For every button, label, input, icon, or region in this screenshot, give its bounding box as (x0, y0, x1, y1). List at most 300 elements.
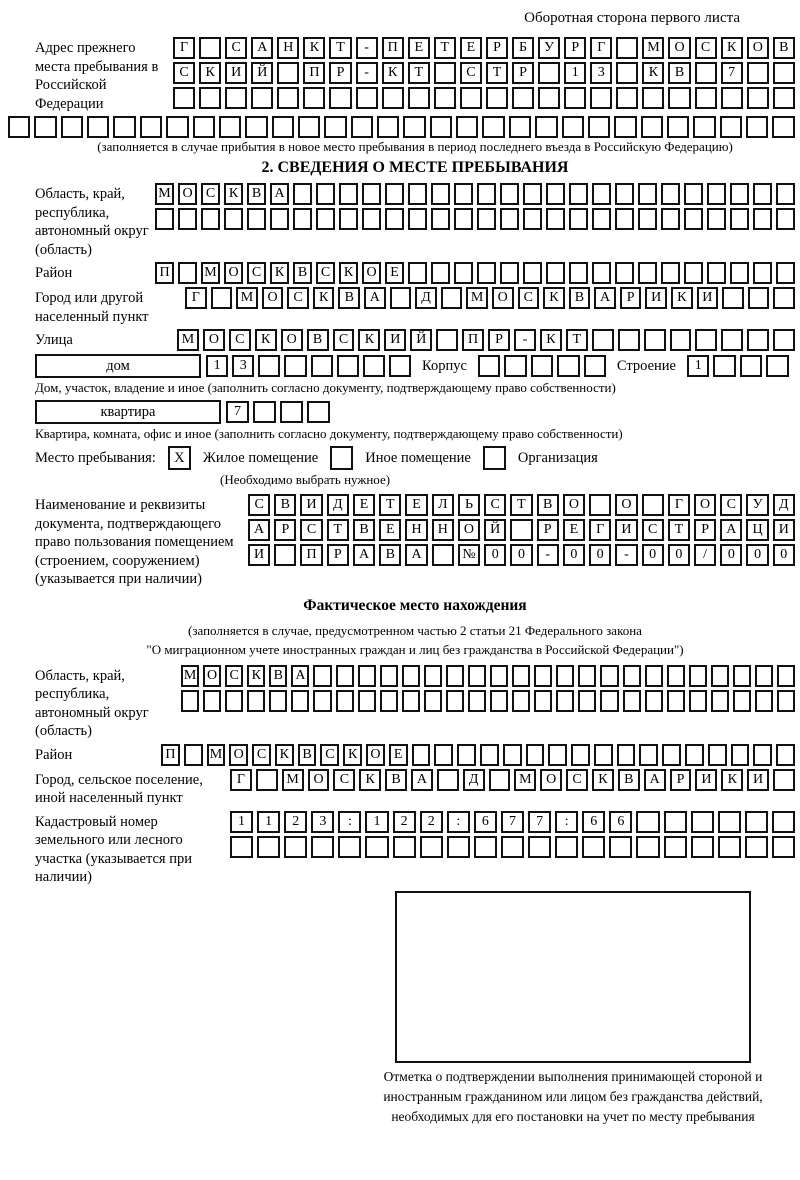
char-cell[interactable]: М (155, 183, 174, 205)
char-cell[interactable] (695, 87, 717, 109)
char-cell[interactable] (708, 744, 727, 766)
char-cell[interactable]: Р (620, 287, 642, 309)
char-cell[interactable] (718, 836, 741, 858)
char-cell[interactable]: С (333, 329, 355, 351)
char-cell[interactable]: О (458, 519, 480, 541)
char-cell[interactable]: И (697, 287, 719, 309)
char-cell[interactable]: О (563, 494, 585, 516)
char-cell[interactable] (385, 183, 404, 205)
char-cell[interactable] (569, 183, 588, 205)
char-cell[interactable]: С (320, 744, 339, 766)
char-cell[interactable] (211, 287, 233, 309)
char-cell[interactable] (113, 116, 135, 138)
char-cell[interactable] (582, 836, 605, 858)
apartment-type-box[interactable]: квартира (35, 400, 221, 424)
char-cell[interactable]: 2 (420, 811, 443, 833)
char-cell[interactable]: С (225, 37, 247, 59)
char-cell[interactable]: Т (434, 37, 456, 59)
char-cell[interactable] (434, 62, 456, 84)
char-cell[interactable]: Н (405, 519, 427, 541)
char-cell[interactable]: - (537, 544, 559, 566)
char-cell[interactable]: Б (512, 37, 534, 59)
char-cell[interactable] (500, 183, 519, 205)
char-cell[interactable]: Т (486, 62, 508, 84)
char-cell[interactable]: А (405, 544, 427, 566)
char-cell[interactable] (456, 116, 478, 138)
char-cell[interactable] (336, 665, 354, 687)
char-cell[interactable]: Р (486, 37, 508, 59)
char-cell[interactable] (430, 116, 452, 138)
char-cell[interactable] (280, 401, 303, 423)
char-cell[interactable] (363, 355, 385, 377)
char-cell[interactable] (403, 116, 425, 138)
char-cell[interactable] (441, 287, 463, 309)
char-cell[interactable]: А (270, 183, 289, 205)
char-cell[interactable]: И (225, 62, 247, 84)
char-cell[interactable] (203, 690, 221, 712)
char-cell[interactable]: М (181, 665, 199, 687)
char-cell[interactable]: К (303, 37, 325, 59)
char-cell[interactable] (489, 769, 511, 791)
char-cell[interactable]: О (203, 329, 225, 351)
char-cell[interactable] (437, 769, 459, 791)
char-cell[interactable]: 0 (773, 544, 795, 566)
char-cell[interactable]: Т (668, 519, 690, 541)
char-cell[interactable]: А (411, 769, 433, 791)
char-cell[interactable] (721, 329, 743, 351)
char-cell[interactable]: Р (274, 519, 296, 541)
char-cell[interactable]: М (207, 744, 226, 766)
char-cell[interactable] (245, 116, 267, 138)
char-cell[interactable] (424, 665, 442, 687)
char-cell[interactable] (474, 836, 497, 858)
char-cell[interactable]: П (161, 744, 180, 766)
char-cell[interactable]: О (668, 37, 690, 59)
char-cell[interactable]: В (537, 494, 559, 516)
char-cell[interactable] (272, 116, 294, 138)
char-cell[interactable] (745, 836, 768, 858)
char-cell[interactable]: С (248, 494, 270, 516)
char-cell[interactable]: С (300, 519, 322, 541)
char-cell[interactable] (408, 87, 430, 109)
char-cell[interactable]: 7 (226, 401, 249, 423)
char-cell[interactable]: В (274, 494, 296, 516)
char-cell[interactable] (478, 355, 500, 377)
char-cell[interactable] (178, 262, 197, 284)
char-cell[interactable]: Й (410, 329, 432, 351)
char-cell[interactable] (303, 87, 325, 109)
char-cell[interactable] (753, 208, 772, 230)
char-cell[interactable]: К (255, 329, 277, 351)
char-cell[interactable]: 3 (311, 811, 334, 833)
char-cell[interactable]: О (229, 744, 248, 766)
char-cell[interactable] (667, 116, 689, 138)
char-cell[interactable]: А (720, 519, 742, 541)
char-cell[interactable]: Р (564, 37, 586, 59)
char-cell[interactable]: : (338, 811, 361, 833)
char-cell[interactable] (431, 183, 450, 205)
char-cell[interactable] (776, 262, 795, 284)
char-cell[interactable] (284, 836, 307, 858)
char-cell[interactable] (645, 690, 663, 712)
char-cell[interactable] (569, 262, 588, 284)
char-cell[interactable] (480, 744, 499, 766)
char-cell[interactable] (555, 836, 578, 858)
char-cell[interactable] (615, 183, 634, 205)
char-cell[interactable] (446, 690, 464, 712)
char-cell[interactable]: 0 (746, 544, 768, 566)
char-cell[interactable]: В (269, 665, 287, 687)
char-cell[interactable]: Т (566, 329, 588, 351)
char-cell[interactable] (490, 665, 508, 687)
char-cell[interactable]: И (695, 769, 717, 791)
char-cell[interactable] (720, 116, 742, 138)
char-cell[interactable] (526, 744, 545, 766)
char-cell[interactable] (711, 690, 729, 712)
char-cell[interactable]: С (333, 769, 355, 791)
char-cell[interactable]: Е (460, 37, 482, 59)
char-cell[interactable]: И (248, 544, 270, 566)
char-cell[interactable]: В (773, 37, 795, 59)
char-cell[interactable] (730, 262, 749, 284)
char-cell[interactable] (747, 329, 769, 351)
char-cell[interactable]: О (366, 744, 385, 766)
char-cell[interactable] (556, 665, 574, 687)
char-cell[interactable] (641, 116, 663, 138)
char-cell[interactable] (600, 690, 618, 712)
char-cell[interactable]: А (291, 665, 309, 687)
char-cell[interactable]: И (300, 494, 322, 516)
char-cell[interactable] (362, 208, 381, 230)
char-cell[interactable] (718, 811, 741, 833)
char-cell[interactable] (277, 87, 299, 109)
char-cell[interactable] (661, 183, 680, 205)
char-cell[interactable]: Т (510, 494, 532, 516)
char-cell[interactable] (707, 262, 726, 284)
char-cell[interactable] (224, 208, 243, 230)
char-cell[interactable] (776, 208, 795, 230)
char-cell[interactable] (684, 208, 703, 230)
char-cell[interactable]: О (308, 769, 330, 791)
char-cell[interactable] (393, 836, 416, 858)
char-cell[interactable] (693, 116, 715, 138)
char-cell[interactable] (336, 690, 354, 712)
char-cell[interactable] (257, 836, 280, 858)
char-cell[interactable]: Т (408, 62, 430, 84)
char-cell[interactable] (777, 665, 795, 687)
char-cell[interactable]: 0 (563, 544, 585, 566)
char-cell[interactable] (534, 665, 552, 687)
char-cell[interactable] (293, 208, 312, 230)
char-cell[interactable]: П (462, 329, 484, 351)
char-cell[interactable] (365, 836, 388, 858)
char-cell[interactable] (713, 355, 736, 377)
char-cell[interactable] (500, 208, 519, 230)
char-cell[interactable] (745, 811, 768, 833)
char-cell[interactable]: В (618, 769, 640, 791)
char-cell[interactable] (339, 183, 358, 205)
char-cell[interactable]: У (746, 494, 768, 516)
char-cell[interactable] (8, 116, 30, 138)
char-cell[interactable]: С (518, 287, 540, 309)
char-cell[interactable] (284, 355, 306, 377)
char-cell[interactable] (670, 329, 692, 351)
char-cell[interactable]: К (721, 769, 743, 791)
char-cell[interactable] (512, 690, 530, 712)
char-cell[interactable]: М (201, 262, 220, 284)
char-cell[interactable] (424, 690, 442, 712)
char-cell[interactable]: Г (589, 519, 611, 541)
char-cell[interactable]: М (236, 287, 258, 309)
char-cell[interactable]: - (514, 329, 536, 351)
char-cell[interactable] (500, 262, 519, 284)
char-cell[interactable] (504, 355, 526, 377)
char-cell[interactable] (616, 62, 638, 84)
char-cell[interactable]: С (484, 494, 506, 516)
char-cell[interactable] (691, 811, 714, 833)
char-cell[interactable] (454, 208, 473, 230)
char-cell[interactable]: П (303, 62, 325, 84)
char-cell[interactable]: / (694, 544, 716, 566)
char-cell[interactable] (584, 355, 606, 377)
char-cell[interactable]: К (721, 37, 743, 59)
char-cell[interactable] (546, 208, 565, 230)
char-cell[interactable]: Т (327, 519, 349, 541)
char-cell[interactable]: 0 (668, 544, 690, 566)
char-cell[interactable] (689, 690, 707, 712)
char-cell[interactable]: И (747, 769, 769, 791)
char-cell[interactable] (773, 769, 795, 791)
char-cell[interactable]: № (458, 544, 480, 566)
char-cell[interactable] (528, 836, 551, 858)
char-cell[interactable] (600, 665, 618, 687)
char-cell[interactable] (311, 355, 333, 377)
char-cell[interactable]: 2 (393, 811, 416, 833)
char-cell[interactable] (408, 262, 427, 284)
char-cell[interactable]: О (694, 494, 716, 516)
char-cell[interactable] (721, 87, 743, 109)
char-cell[interactable] (755, 690, 773, 712)
char-cell[interactable] (184, 744, 203, 766)
char-cell[interactable] (589, 494, 611, 516)
char-cell[interactable]: Л (432, 494, 454, 516)
char-cell[interactable] (247, 208, 266, 230)
char-cell[interactable] (446, 665, 464, 687)
char-cell[interactable] (711, 665, 729, 687)
char-cell[interactable] (746, 116, 768, 138)
char-cell[interactable] (420, 836, 443, 858)
char-cell[interactable] (642, 87, 664, 109)
char-cell[interactable] (733, 690, 751, 712)
char-cell[interactable] (642, 494, 664, 516)
char-cell[interactable]: К (247, 665, 265, 687)
char-cell[interactable] (569, 208, 588, 230)
char-cell[interactable] (201, 208, 220, 230)
house-type-box[interactable]: дом (35, 354, 201, 378)
char-cell[interactable] (382, 87, 404, 109)
char-cell[interactable] (772, 811, 795, 833)
char-cell[interactable]: Е (563, 519, 585, 541)
char-cell[interactable]: А (594, 287, 616, 309)
char-cell[interactable] (477, 262, 496, 284)
char-cell[interactable] (766, 355, 789, 377)
char-cell[interactable]: Д (415, 287, 437, 309)
char-cell[interactable] (291, 690, 309, 712)
char-cell[interactable] (535, 116, 557, 138)
char-cell[interactable] (523, 183, 542, 205)
char-cell[interactable]: В (307, 329, 329, 351)
char-cell[interactable]: О (492, 287, 514, 309)
char-cell[interactable]: С (287, 287, 309, 309)
char-cell[interactable]: Д (463, 769, 485, 791)
char-cell[interactable]: - (615, 544, 637, 566)
char-cell[interactable]: 7 (501, 811, 524, 833)
char-cell[interactable] (588, 116, 610, 138)
char-cell[interactable] (482, 116, 504, 138)
char-cell[interactable]: Е (389, 744, 408, 766)
char-cell[interactable] (523, 208, 542, 230)
char-cell[interactable]: Й (484, 519, 506, 541)
char-cell[interactable]: О (224, 262, 243, 284)
char-cell[interactable] (691, 836, 714, 858)
char-cell[interactable]: Р (512, 62, 534, 84)
char-cell[interactable] (615, 208, 634, 230)
char-cell[interactable] (731, 744, 750, 766)
char-cell[interactable] (571, 744, 590, 766)
char-cell[interactable] (707, 183, 726, 205)
char-cell[interactable]: У (538, 37, 560, 59)
char-cell[interactable]: К (592, 769, 614, 791)
char-cell[interactable] (662, 744, 681, 766)
char-cell[interactable]: 6 (582, 811, 605, 833)
char-cell[interactable]: Г (668, 494, 690, 516)
char-cell[interactable]: Т (379, 494, 401, 516)
char-cell[interactable] (166, 116, 188, 138)
char-cell[interactable] (339, 208, 358, 230)
char-cell[interactable] (564, 87, 586, 109)
char-cell[interactable]: С (695, 37, 717, 59)
char-cell[interactable] (623, 665, 641, 687)
char-cell[interactable]: 1 (564, 62, 586, 84)
char-cell[interactable] (460, 87, 482, 109)
char-cell[interactable]: Р (488, 329, 510, 351)
char-cell[interactable] (661, 262, 680, 284)
char-cell[interactable] (307, 401, 330, 423)
char-cell[interactable]: А (251, 37, 273, 59)
char-cell[interactable] (380, 690, 398, 712)
char-cell[interactable]: О (262, 287, 284, 309)
char-cell[interactable]: К (339, 262, 358, 284)
char-cell[interactable] (592, 329, 614, 351)
char-cell[interactable] (316, 183, 335, 205)
char-cell[interactable] (155, 208, 174, 230)
char-cell[interactable]: В (379, 544, 401, 566)
char-cell[interactable] (636, 811, 659, 833)
char-cell[interactable] (523, 262, 542, 284)
char-cell[interactable] (431, 208, 450, 230)
char-cell[interactable] (531, 355, 553, 377)
char-cell[interactable]: 6 (474, 811, 497, 833)
char-cell[interactable]: В (298, 744, 317, 766)
char-cell[interactable] (695, 329, 717, 351)
char-cell[interactable]: 6 (609, 811, 632, 833)
char-cell[interactable] (501, 836, 524, 858)
char-cell[interactable]: К (359, 769, 381, 791)
char-cell[interactable] (490, 690, 508, 712)
stay-type-checkbox-other[interactable] (330, 446, 353, 470)
char-cell[interactable]: В (668, 62, 690, 84)
char-cell[interactable] (277, 62, 299, 84)
char-cell[interactable] (772, 836, 795, 858)
char-cell[interactable]: И (773, 519, 795, 541)
char-cell[interactable] (486, 87, 508, 109)
char-cell[interactable] (667, 665, 685, 687)
char-cell[interactable]: М (514, 769, 536, 791)
char-cell[interactable]: К (313, 287, 335, 309)
char-cell[interactable] (644, 329, 666, 351)
char-cell[interactable] (773, 329, 795, 351)
char-cell[interactable] (614, 116, 636, 138)
char-cell[interactable]: 0 (484, 544, 506, 566)
char-cell[interactable] (639, 744, 658, 766)
char-cell[interactable]: 1 (365, 811, 388, 833)
char-cell[interactable] (362, 183, 381, 205)
char-cell[interactable]: О (362, 262, 381, 284)
char-cell[interactable]: Р (670, 769, 692, 791)
char-cell[interactable] (313, 690, 331, 712)
char-cell[interactable] (337, 355, 359, 377)
char-cell[interactable]: 7 (721, 62, 743, 84)
char-cell[interactable] (684, 262, 703, 284)
char-cell[interactable]: Е (379, 519, 401, 541)
char-cell[interactable] (538, 62, 560, 84)
char-cell[interactable] (747, 62, 769, 84)
char-cell[interactable] (755, 665, 773, 687)
char-cell[interactable]: Г (173, 37, 195, 59)
char-cell[interactable] (193, 116, 215, 138)
char-cell[interactable] (230, 836, 253, 858)
char-cell[interactable]: П (300, 544, 322, 566)
char-cell[interactable]: К (540, 329, 562, 351)
char-cell[interactable]: 3 (232, 355, 254, 377)
char-cell[interactable] (615, 262, 634, 284)
char-cell[interactable] (358, 665, 376, 687)
char-cell[interactable]: Ь (458, 494, 480, 516)
char-cell[interactable]: М (466, 287, 488, 309)
char-cell[interactable]: И (615, 519, 637, 541)
char-cell[interactable] (356, 87, 378, 109)
char-cell[interactable] (385, 208, 404, 230)
char-cell[interactable] (638, 262, 657, 284)
char-cell[interactable]: О (281, 329, 303, 351)
char-cell[interactable] (298, 116, 320, 138)
stay-type-checkbox-residential[interactable]: X (168, 446, 191, 470)
char-cell[interactable]: В (293, 262, 312, 284)
char-cell[interactable]: К (199, 62, 221, 84)
char-cell[interactable] (661, 208, 680, 230)
char-cell[interactable] (199, 87, 221, 109)
char-cell[interactable] (431, 262, 450, 284)
char-cell[interactable] (178, 208, 197, 230)
char-cell[interactable]: Е (405, 494, 427, 516)
char-cell[interactable] (269, 690, 287, 712)
char-cell[interactable] (776, 183, 795, 205)
char-cell[interactable] (293, 183, 312, 205)
char-cell[interactable]: К (270, 262, 289, 284)
char-cell[interactable]: - (356, 37, 378, 59)
char-cell[interactable] (534, 690, 552, 712)
char-cell[interactable] (34, 116, 56, 138)
